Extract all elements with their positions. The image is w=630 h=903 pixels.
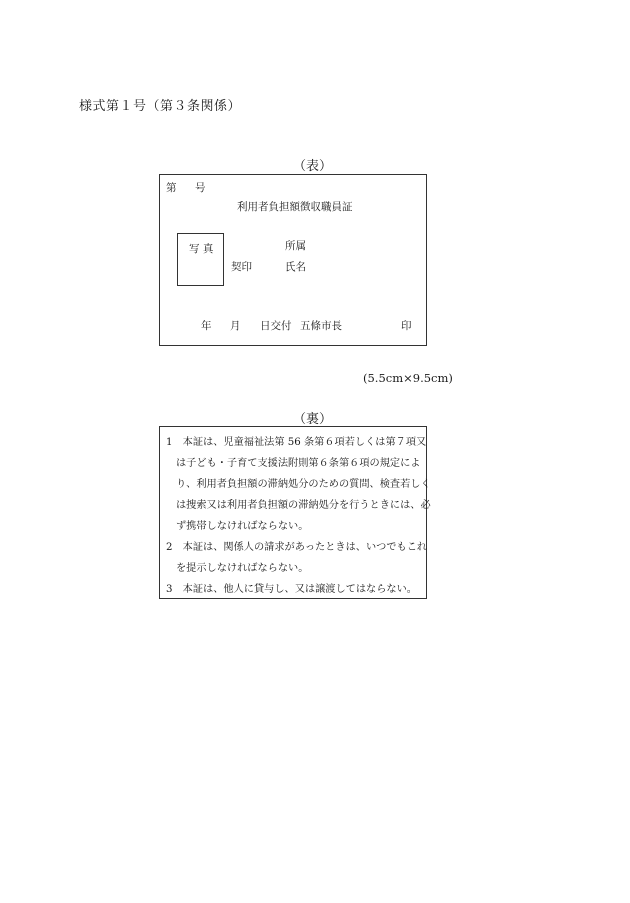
back-line-7: を提示しなければならない。 bbox=[176, 563, 309, 574]
back-line-1: 1 本証は、児童福祉法第 56 条第６項若しくは第７項又 bbox=[166, 437, 427, 448]
form-title: 様式第１号（第３条関係） bbox=[79, 99, 242, 114]
back-line-5: ず携帯しなければならない。 bbox=[176, 521, 309, 532]
card-size-note: (5.5cm×9.5cm) bbox=[363, 371, 453, 385]
front-side-heading: （表） bbox=[293, 159, 333, 174]
affiliation-label: 所属 bbox=[285, 240, 306, 252]
back-side-heading: （裏） bbox=[293, 412, 333, 427]
back-line-4: は捜索又は利用者負担額の滞納処分を行うときには、必 bbox=[176, 500, 431, 511]
stamp-label: 印 bbox=[401, 320, 412, 332]
back-line-3: り、利用者負担額の滞納処分のための質問、検査若しく bbox=[176, 479, 431, 490]
photo-label: 写 真 bbox=[189, 243, 214, 255]
back-line-6: 2 本証は、関係人の請求があったときは、いつでもこれ bbox=[166, 542, 428, 553]
card-number-dai: 第 bbox=[166, 182, 177, 194]
card-title: 利用者負担額徴収職員証 bbox=[237, 201, 353, 213]
seal-label: 契印 bbox=[231, 261, 252, 273]
card-number-go: 号 bbox=[195, 182, 206, 194]
back-line-2: は子ども・子育て支援法附則第６条第６項の規定によ bbox=[176, 458, 421, 469]
issue-day-label: 日交付 bbox=[260, 320, 292, 332]
issue-year-label: 年 bbox=[201, 320, 212, 332]
back-line-8: 3 本証は、他人に貸与し、又は譲渡してはならない。 bbox=[166, 584, 417, 595]
name-label: 氏名 bbox=[285, 261, 306, 273]
issuer-name: 五條市長 bbox=[300, 320, 342, 332]
issue-month-label: 月 bbox=[230, 320, 241, 332]
